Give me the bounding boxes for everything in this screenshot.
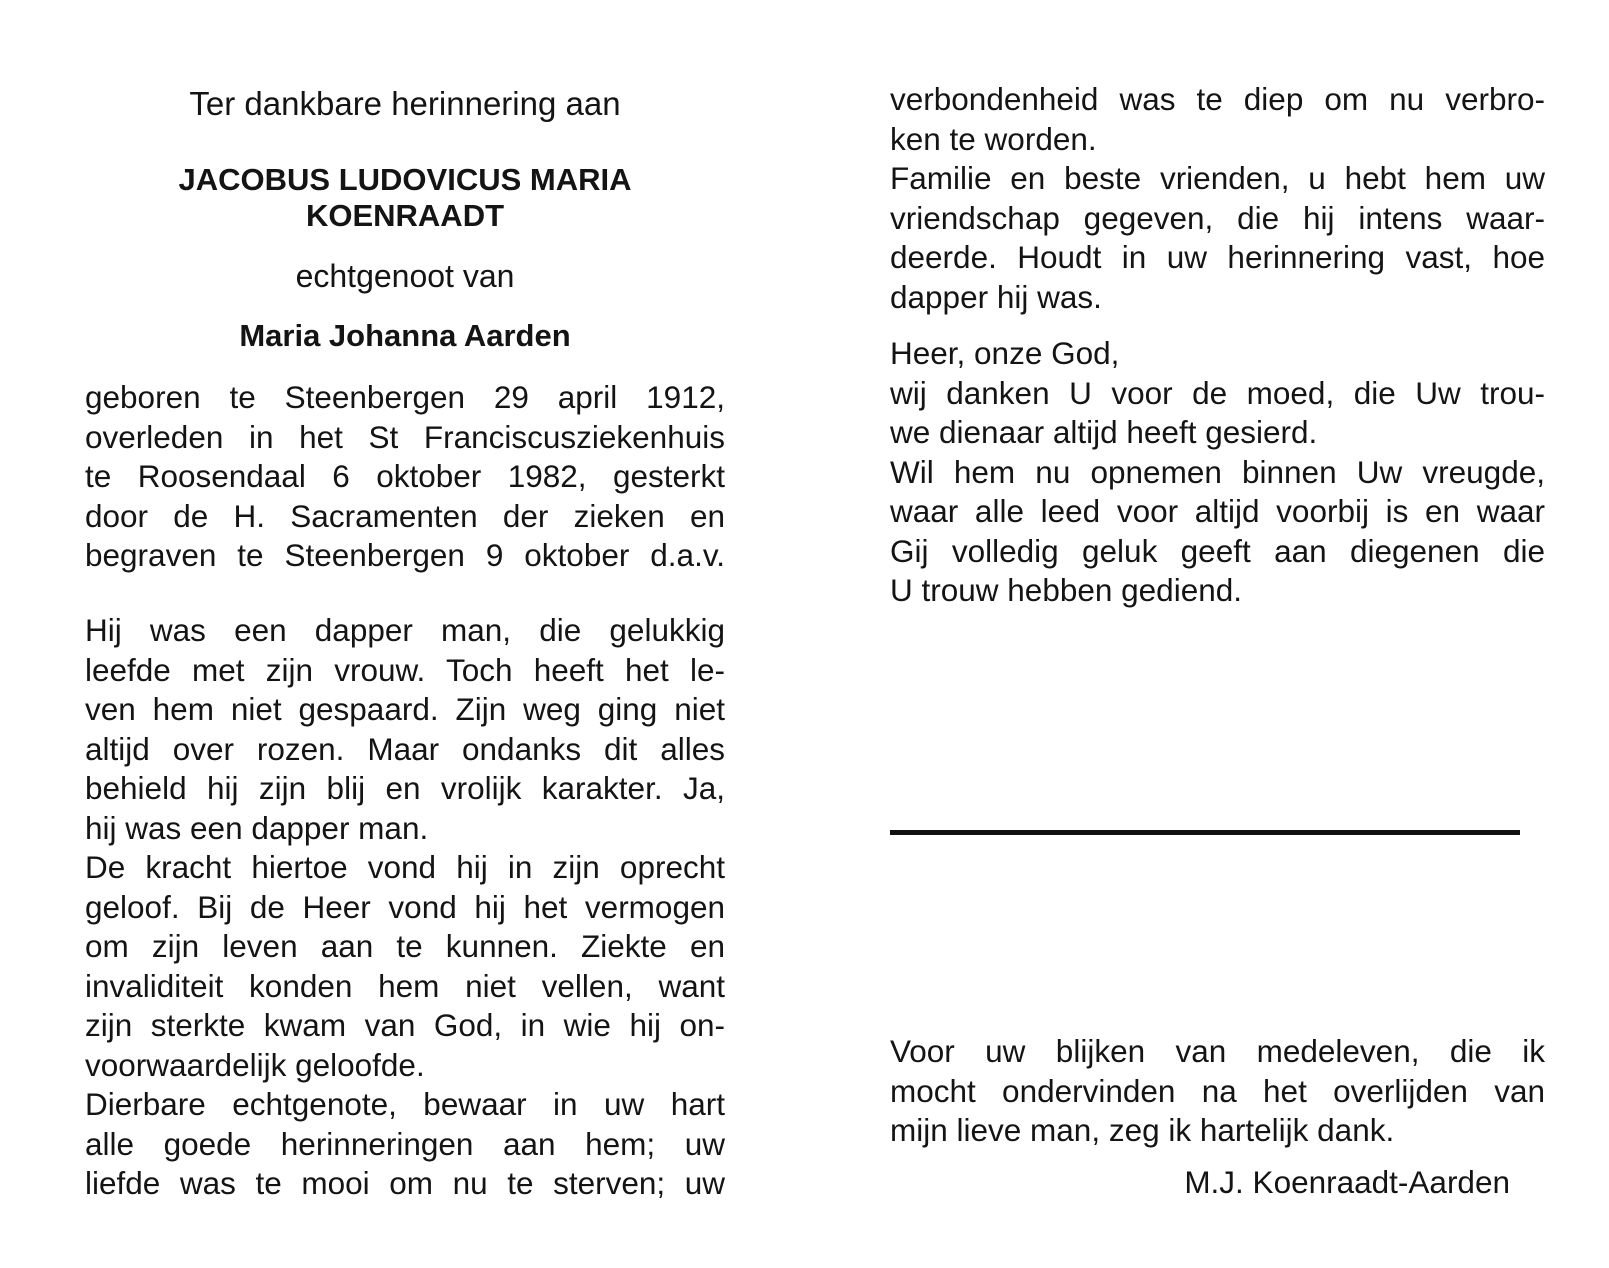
continuation-paragraph (890, 80, 1545, 317)
signature: M.J. Koenraadt-Aarden (1184, 1164, 1510, 1200)
continuation-line: dapper hij was. (890, 278, 1102, 315)
thanks-line: mijn lieve man, zeg ik hartelijk dank. (890, 1112, 1395, 1148)
tribute-line: altijd over rozen. Maar ondanks dit alles (85, 730, 725, 767)
tribute-line: De kracht hiertoe vond hij in zijn oprecht (85, 849, 725, 885)
tribute-line: alle goede herinneringen aan hem; uw (85, 1125, 725, 1162)
intro-heading: Ter dankbare herinnering aan (189, 85, 621, 122)
tribute-line: behield hij zijn blij en vrolijk karakter. Ja, (85, 770, 725, 806)
tribute-line: ven hem niet gespaard. Zijn weg ging niet (85, 691, 725, 727)
continuation-line: Familie en beste vrienden, u hebt hem uw (890, 160, 1545, 196)
tribute-line: Dierbare echtgenote, bewaar in uw hart (85, 1086, 725, 1122)
tribute-line: zijn sterkte kwam van God, in wie hij on- (85, 1007, 725, 1043)
prayer-line: waar alle leed voor altijd voorbij is en waar (890, 493, 1545, 529)
prayer-line: wij danken U voor de moed, die Uw trou- (890, 374, 1545, 411)
bio-line: overleden in het St Franciscusziekenhuis (85, 418, 725, 455)
tribute-line: invaliditeit konden hem niet vellen, want (85, 967, 725, 1004)
tribute-line: leefde met zijn vrouw. Toch heeft het le- (85, 651, 725, 688)
continuation-line: ken te worden. (890, 120, 1097, 157)
thanks-line: mocht ondervinden na het overlijden van (890, 1072, 1545, 1109)
bio-line: door de H. Sacramenten der zieken en (85, 497, 725, 534)
continuation-line: verbondenheid was te diep om nu verbro- (890, 81, 1545, 117)
bio-line: te Roosendaal 6 oktober 1982, gesterkt (85, 458, 725, 494)
deceased-name-line-2: KOENRAADT (305, 198, 505, 233)
prayer-line: Gij volledig geluk geeft aan diegenen die (890, 532, 1545, 569)
tribute-line: hij was een dapper man. (85, 809, 429, 846)
tribute-line: Hij was een dapper man, die gelukkig (85, 612, 725, 648)
prayer-line: U trouw hebben gediend. (890, 572, 1243, 608)
bio-line: geboren te Steenbergen 29 april 1912, (85, 379, 725, 415)
section-divider (890, 830, 1520, 835)
deceased-name-line-1: JACOBUS LUDOVICUS MARIA (178, 162, 632, 197)
prayer-line: Heer, onze God, (890, 335, 1120, 371)
spouse-name: Maria Johanna Aarden (239, 318, 571, 353)
tribute-paragraph (85, 611, 725, 1204)
prayer-line: Wil hem nu opnemen binnen Uw vreugde, (890, 453, 1545, 490)
continuation-line: vriendschap gegeven, die hij intens waar- (890, 199, 1545, 236)
thanks-paragraph (890, 1032, 1545, 1151)
prayer-paragraph (890, 334, 1545, 611)
thanks-line: Voor uw blijken van medeleven, die ik (890, 1033, 1545, 1069)
tribute-line: liefde was te mooi om nu te sterven; uw (85, 1165, 725, 1201)
biography-paragraph (85, 378, 725, 576)
tribute-line: geloof. Bij de Heer vond hij het vermogen (85, 888, 725, 925)
prayer-line: we dienaar altijd heeft gesierd. (890, 414, 1318, 450)
bio-line: begraven te Steenbergen 9 oktober d.a.v. (85, 537, 725, 573)
spouse-label: echtgenoot van (295, 258, 515, 294)
continuation-line: deerde. Houdt in uw herinnering vast, hoe (890, 239, 1545, 275)
tribute-line: voorwaardelijk geloofde. (85, 1046, 425, 1083)
tribute-line: om zijn leven aan te kunnen. Ziekte en (85, 928, 725, 964)
